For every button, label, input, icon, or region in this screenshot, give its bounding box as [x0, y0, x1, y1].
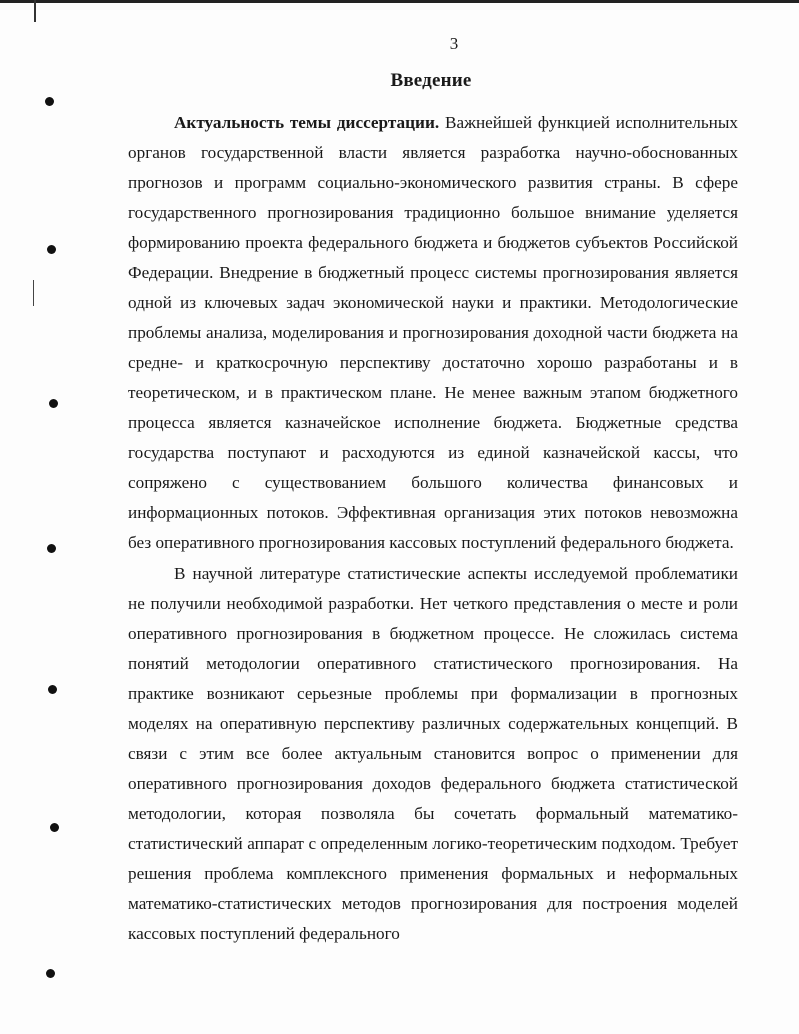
paragraph-text: Важнейшей функцией исполнительных органов государственной власти является разработка научно-обоснованных прогнозов и программ социально-экономического развития страны. В сфере государственного прогнозирования традиционно большое внимание уделяется формированию проекта федерального бюджета и бюджетов субъектов Российской Федерации. Внедрение в бюджетный процесс системы прогнозирования является одной из ключевых задач экономической науки и практики. Методологические проблемы анализа, моделирования и прогнозирования доходной части бюджета на средне- и краткосрочную перспективу достаточно хорошо разработаны и в теоретическом, и в практическом плане. Не менее важным этапом бюджетного процесса является казначейское исполнение бюджета. Бюджетные средства государства поступают и расходуются из единой казначейской кассы, что сопряжено с существованием большого количества финансовых и информационных потоков. Эффективная организация этих потоков невозможна без оперативного прогнозирования кассовых поступлений федерального бюджета. — [128, 113, 739, 552]
paragraph-relevance — [128, 108, 738, 558]
binding-hole-icon — [46, 969, 55, 978]
page-title: Введение — [390, 70, 472, 91]
binding-hole-icon — [49, 399, 58, 408]
paragraph-literature — [128, 559, 738, 949]
binding-hole-icon — [48, 685, 57, 694]
paragraph-text: В научной литературе статистические аспекты исследуемой проблематики не получили необходимой разработки. Нет четкого представления о месте и роли оперативного прогнозирования в бюджетном процессе. Не сложилась система понятий методологии оперативного статистического прогнозирования. На практике возникают серьезные проблемы при формализации в прогнозных моделях на оперативную перспективу различных содержательных концепций. В связи с этим все более актуальным становится вопрос о применении для оперативного прогнозирования доходов федерального бюджета статистической методологии, которая позволяла бы сочетать формальный математико-статистический аппарат с определенным логико-теоретическим подходом. Требует решения проблема комплексного применения формальных и неформальных математико-статистических методов прогнозирования для построения моделей кассовых поступлений федерального — [128, 564, 738, 943]
scan-top-edge — [0, 0, 799, 3]
binding-hole-icon — [47, 245, 56, 254]
page-number: 3 — [449, 34, 459, 53]
paragraph-lead: Актуальность темы диссертации. — [174, 113, 440, 132]
scan-left-edge — [34, 0, 36, 22]
binding-hole-icon — [50, 823, 59, 832]
binding-hole-icon — [45, 97, 54, 106]
scan-margin-mark — [33, 280, 34, 306]
paragraph — [128, 108, 738, 558]
binding-hole-icon — [47, 544, 56, 553]
